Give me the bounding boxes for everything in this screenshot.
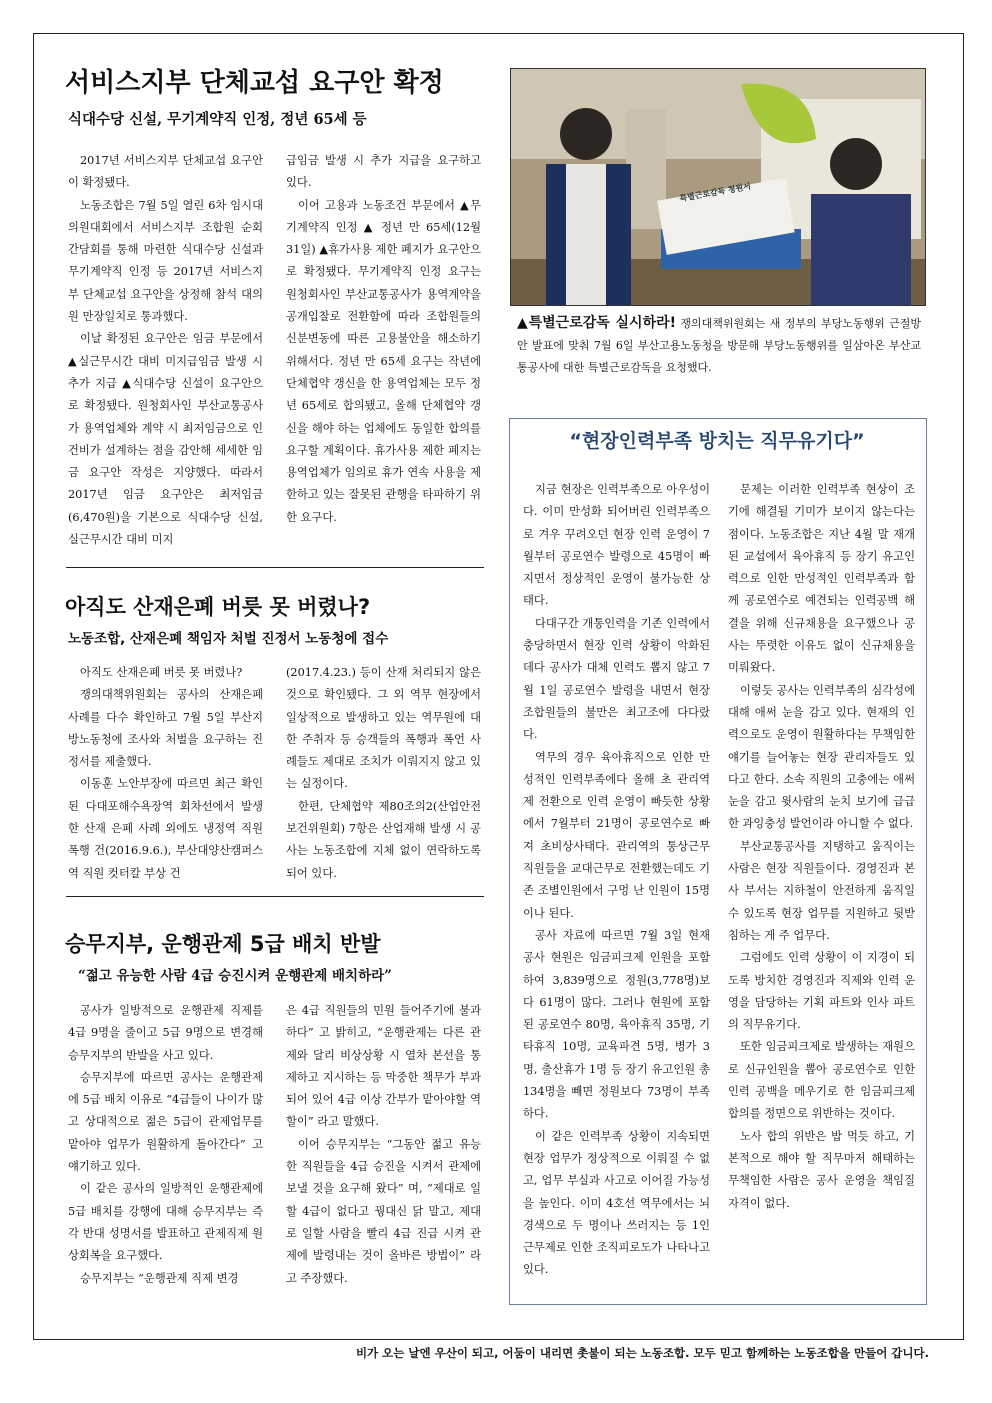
paragraph: 역무의 경우 육아휴직으로 인한 만성적인 인력부족에다 올해 초 관리역제 전환으로 인력 운영이 빠듯한 상황에서 7월부터 21명이 공로연수로 빠져 초비상사태다. 관리역의 통상근무 직원들을 교대근무로 전환했는데도 기존 조별인원에서 구멍 난 인원이 15명이나 된다. (523, 750, 710, 920)
paragraph: 은 4급 직원들의 민원 들어주기에 불과하다” 고 밝히고, “운행관제는 다른 관제와 달리 비상상황 시 열차 본선을 통제하고 지시하는 등 막중한 책무가 부과되어 있어 4급 이상 간부가 맡아야할 역할이” 라고 말했다. (286, 1004, 481, 1129)
paragraph: 이어 승무지부는 “그동안 젊고 유능한 직원들을 4급 승진을 시켜서 관제에 보낼 것을 요구해 왔다” 며, “제대로 일할 4급이 없다고 꿩대신 닭 말고, 제대로 일할 사람을 빨리 4급 진급 시켜 관제에 발령내는 것이 올바른 방법이” 라고 주장했다. (286, 1137, 481, 1285)
paragraph: 승무지부에 따르면 공사는 운행관제에 5급 배치 이유로 “4급들이 나이가 많고 상대적으로 젊은 5급이 관제업무를 맡아야 업무가 원활하게 돌아간다” 고 얘기하고 있다. (68, 1070, 263, 1174)
article2-title: 아직도 산재은폐 버릇 못 버렸나? (65, 595, 371, 619)
paragraph: 노사 합의 위반은 밥 먹듯 하고, 기본적으로 해야 할 직무마저 해태하는 무책임한 사람은 공사 운영을 책임질 자격이 없다. (728, 1129, 915, 1210)
article2-subtitle: 노동조합, 산재은폐 책임자 처벌 진정서 노동청에 접수 (68, 631, 389, 647)
divider (66, 896, 484, 897)
paragraph: 아직도 산재은폐 버릇 못 버렸나? (80, 666, 243, 679)
article1-col1 (68, 150, 263, 562)
footer-slogan: 비가 오는 날엔 우산이 되고, 어둠이 내리면 촛불이 되는 노동조합. 모두 믿고 함께하는 노동조합을 만들어 갑니다. (355, 1346, 929, 1360)
paragraph: 공사가 일방적으로 운행관제 직제를 4급 9명을 줄이고 5급 9명으로 변경해 승무지부의 반발을 사고 있다. (68, 1004, 263, 1062)
paragraph: 한편, 단체협약 제80조의2(산업안전보건위원회) 7항은 산업재해 발생 시 공사는 노동조합에 지체 없이 연락하도록 되어 있다. (286, 799, 481, 880)
paragraph: 또한 임금피크제로 발생하는 재원으로 신규인원을 뽑아 공로연수로 인한 인력 공백을 메우기로 한 임금피크제 합의를 정면으로 위반하는 것이다. (728, 1040, 915, 1121)
paragraph: 2017년 서비스지부 단체교섭 요구안이 확정됐다. (68, 154, 263, 190)
petition-document-label: 특별근로감독 청원서 (678, 181, 752, 204)
article1-subtitle: 식대수당 신설, 무기계약직 인정, 정년 65세 등 (68, 111, 367, 128)
paragraph: 그럼에도 인력 상황이 이 지경이 되도록 방치한 경영진과 직제와 인력 운영을 담당하는 기획 파트와 인사 파트의 직무유기다. (728, 951, 915, 1032)
paragraph: 이 같은 인력부족 상황이 지속되면 현장 업무가 정상적으로 이뤄질 수 없고, 업무 부실과 사고로 이어질 가능성을 높인다. 이미 4호선 역무에서는 뇌경색으로 두 명이나 쓰러지는 등 1인근무제로 인한 조직피로도가 나타나고 있다. (523, 1129, 710, 1277)
column-col1 (523, 479, 710, 1297)
paragraph: 이렇듯 공사는 인력부족의 심각성에 대해 애써 눈을 감고 있다. 현재의 인력으로도 운영이 원활하다는 무책임한 얘기를 늘어놓는 현장 관리자들도 있다고 한다. 소속 직원의 고충에는 애써 눈을 감고 윗사람의 눈치 보기에 급급한 과잉충성 발언이라 아니할 수 없다. (728, 683, 915, 831)
paragraph: 지금 현장은 인력부족으로 아우성이다. 이미 만성화 되어버린 인력부족으로 겨우 꾸려오던 현장 인력 운영이 7월부터 공로연수 발령으로 45명이 빠지면서 정상적인 운영이 불가능한 상태다. (523, 483, 710, 608)
paragraph: 이날 확정된 요구안은 임금 부문에서 ▲실근무시간 대비 미지급임금 발생 시 추가 지급 ▲식대수당 신설이 요구안으로 확정됐다. 원청회사인 부산교통공사가 용역업체와 계약 시 최저임금으로 인건비가 설계하는 점을 감안해 세세한 임금 요구안 작성은 지양했다. 따라서 2017년 임금 요구안은 최저임금(6,470원)을 기본으로 식대수당 신설, 실근무시간 대비 미지 (68, 332, 263, 547)
photo-caption (517, 312, 921, 379)
paragraph: (2017.4.23.) 등이 산재 처리되지 않은 것으로 확인됐다. 그 외 역무 현장에서 일상적으로 발생하고 있는 역무원에 대한 주취자 등 승객들의 폭행과 폭언 사례들도 제대로 조치가 이뤄지지 않고 있는 실정이다. (286, 666, 481, 791)
caption-text: 쟁의대책위원회는 새 정부의 부당노동행위 근절방안 발표에 맞춰 7월 6일 부산고용노동청을 방문해 부당노동행위를 일삼아온 부산교통공사에 대한 특별근로감독을 요청했다. (517, 317, 922, 374)
paragraph: 공사 자료에 따르면 7월 3일 현재 공사 현원은 임금피크제 인원을 포함하여 3,839명으로 정원(3,778명)보다 61명이 많다. 그러나 현원에 포함된 공로연수 80명, 육아휴직 35명, 기타휴직 10명, 교육파견 5명, 병가 3명, 출산휴가 1명 등 장기 유고인원 총 134명을 빼면 정원보다 73명이 부족하다. (523, 928, 710, 1121)
paragraph: 부산교통공사를 지탱하고 움직이는 사람은 현장 직원들이다. 경영진과 본사 부서는 지하철이 안전하게 움직일 수 있도록 현장 업무를 지원하고 뒷받침하는 게 주 업무다. (728, 839, 915, 942)
paragraph: 쟁의대책위원회는 공사의 산재은폐 사례를 다수 확인하고 7월 5일 부산지방노동청에 조사와 처벌을 요구하는 진정서를 제출했다. (68, 688, 263, 769)
paragraph: 노동조합은 7월 5일 열린 6차 임시대의원대회에서 서비스지부 조합원 순회간담회를 통해 마련한 식대수당 신설과 무기계약직 인정 등 2017년 서비스지부 단체교섭 요구안을 상정해 참석 대의원 만장일치로 통과했다. (68, 198, 263, 324)
column-col2 (728, 479, 915, 1297)
article3-title: 승무지부, 운행관제 5급 배치 반발 (65, 932, 381, 956)
paragraph: 승무지부는 “운행관제 직제 변경 (80, 1271, 239, 1285)
photo-petition-handover (510, 68, 926, 306)
caption-title: ▲특별근로감독 실시하라! (517, 315, 677, 331)
paragraph: 급임금 발생 시 추가 지급을 요구하고 있다. (286, 154, 481, 190)
paragraph: 다대구간 개통인력을 기존 인력에서 충당하면서 현장 인력 상황이 악화된 데다 공사가 대체 인력도 뽑지 않고 7월 1일 공로연수 발령을 내면서 현장 조합원들의 불만은 최고조에 다다랐다. (523, 616, 710, 742)
paragraph: 이 같은 공사의 일방적인 운행관제에 5급 배치를 강행에 대해 승무지부는 즉각 반대 성명서를 발표하고 관제직제 원상회복을 요구했다. (68, 1182, 263, 1263)
article2-col2 (286, 662, 481, 892)
column-title: “현장인력부족 방치는 직무유기다” (569, 430, 865, 452)
article2-col1 (68, 662, 263, 892)
article3-col1 (68, 1000, 263, 1300)
divider (66, 567, 484, 568)
article1-col2 (286, 150, 481, 562)
article3-col2 (286, 1000, 481, 1300)
article1-title: 서비스지부 단체교섭 요구안 확정 (65, 68, 444, 98)
paragraph: 이어 고용과 노동조건 부문에서 ▲무기계약직 인정 ▲ 정년 만 65세(12월 31일) ▲휴가사용 제한 폐지가 요구안으로 확정됐다. 무기계약직 인정 요구는 원청회사인 부산교통공사가 용역계약을 공개입찰로 전환함에 따라 조합원들의 신분변동에 따른 고용불안을 해소하기 위해서다. 정년 만 65세 요구는 작년에 단체협약 갱신을 한 용역업체는 모두 정년 65세로 합의됐고, 올해 단체협약 갱신을 해야 하는 업체에도 동일한 합의를 요구할 계획이다. 휴가사용 제한 폐지는 용역업체가 임의로 휴가 연속 사용을 제한하고 있는 잘못된 관행을 타파하기 위한 요구다. (286, 198, 481, 524)
article3-subtitle: “젊고 유능한 사람 4급 승진시켜 운행관제 배치하라” (78, 968, 392, 984)
paragraph: 이동훈 노안부장에 따르면 최근 확인된 다대포해수욕장역 회차선에서 발생한 산재 은폐 사례 외에도 냉정역 직원 폭행 건(2016.9.6.), 부산대양산캠퍼스역 직원 컷터칼 부상 건 (68, 777, 263, 880)
paragraph: 문제는 이러한 인력부족 현상이 조기에 해결될 기미가 보이지 않는다는 점이다. 노동조합은 지난 4월 말 재개된 교섭에서 육아휴직 등 장기 유고인력으로 인한 만성적인 인력부족과 함께 공로연수로 예견되는 인력공백 해결을 위해 신규채용을 요구했으나 공사는 뚜렷한 이유도 없이 신규채용을 미뤄왔다. (728, 483, 915, 675)
